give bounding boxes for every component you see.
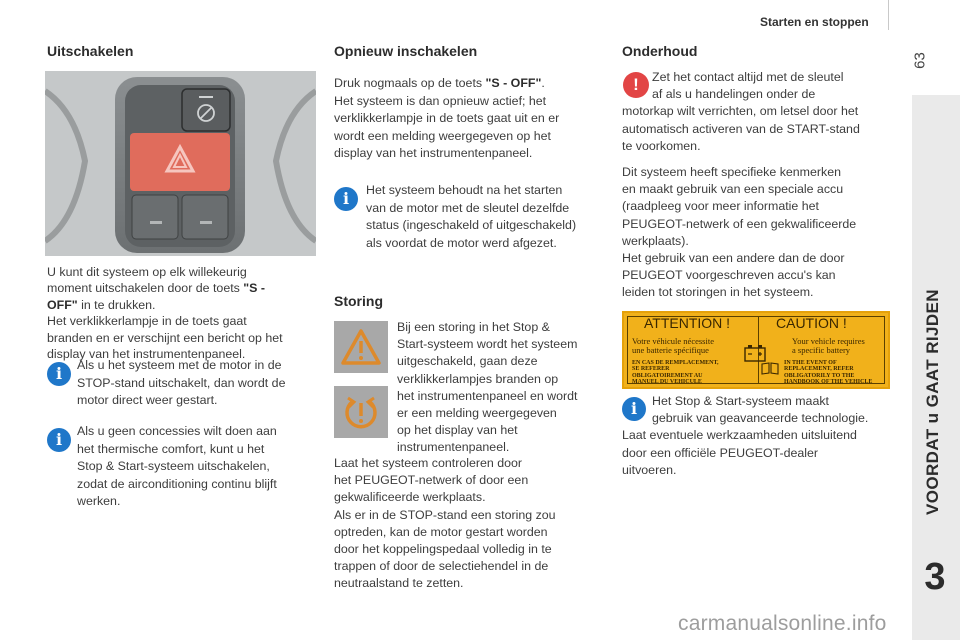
- warning-note-ignition: [622, 69, 892, 155]
- section-heading-opnieuw: Opnieuw inschakelen: [334, 43, 478, 59]
- info-note-stop-mode: [77, 357, 317, 410]
- text-line: gebruik van geavanceerde technologie.: [652, 411, 869, 426]
- text-line: status (ingeschakeld of uitgeschakeld): [366, 218, 577, 233]
- text-line: moment uitschakelen door de toets: [47, 281, 244, 296]
- opnieuw-paragraph: [334, 75, 599, 163]
- text-line: verklikkerlampje in de toets gaat uit en er: [334, 111, 560, 126]
- text-line: REPLACEMENT, REFER: [784, 366, 854, 373]
- text-line: en maakt gebruik van een speciale accu: [622, 182, 844, 197]
- info-icon: i: [334, 187, 358, 211]
- text-line: leiden tot storingen in het systeem.: [622, 285, 814, 300]
- text-line: te voorkomen.: [622, 138, 701, 153]
- text-line: door het koppelingspedaal volledig in te: [334, 542, 552, 557]
- watermark: carmanualsonline.info: [678, 612, 887, 635]
- text-line: instrumentenpaneel.: [397, 440, 510, 455]
- text-line: Your vehicle requires: [792, 336, 865, 346]
- text-line: Start-systeem wordt het systeem: [397, 337, 578, 352]
- text-line: HANDBOOK OF THE VEHICLE: [784, 379, 873, 386]
- info-note-comfort: [77, 423, 317, 511]
- text-line: af als u handelingen onder de: [652, 87, 816, 102]
- text-line: door een officiële PEUGEOT-dealer: [622, 445, 819, 460]
- text-line: Als er in de STOP-stand een storing zou: [334, 507, 556, 522]
- info-note-dealer: [622, 393, 892, 479]
- stop-start-fault-icon: [334, 386, 388, 438]
- text-line: a specific battery: [792, 345, 851, 355]
- uitschakelen-paragraph: [47, 264, 312, 362]
- key-label: OFF": [47, 297, 78, 312]
- text-line: STOP-stand uitschakelt, dan wordt de: [77, 375, 286, 390]
- text-line: neutraalstand te zetten.: [334, 576, 464, 591]
- s-off-button: [182, 89, 230, 131]
- label-en-heading: CAUTION !: [776, 315, 847, 331]
- text-line: EN CAS DE REMPLACEMENT,: [632, 360, 719, 366]
- text-line: trappen of door de selectiehendel in de: [334, 559, 549, 574]
- text-line: werken.: [77, 494, 121, 509]
- text-line: Het gebruik van een andere dan de door: [622, 251, 845, 266]
- warning-icon: !: [623, 72, 649, 98]
- battery-caution-label: [622, 311, 890, 389]
- info-note-status: [366, 182, 606, 252]
- hazard-button: [130, 133, 230, 191]
- header-divider: [888, 0, 889, 30]
- text-line: Het systeem behoudt na het starten: [366, 183, 563, 197]
- text-line: automatisch activeren van de START-stand: [622, 121, 860, 136]
- text-line: branden en er verschijnt een bericht op het: [47, 330, 283, 345]
- text-line: SE REFERER: [632, 366, 670, 373]
- label-fr-subtitle: [632, 337, 714, 355]
- text-line: uitgeschakeld, gaan deze: [397, 354, 538, 369]
- info-icon: i: [622, 397, 646, 421]
- text-line: wordt een melding weergegeven op het: [334, 128, 551, 143]
- text-line: OBLIGATOIREMENT AU: [632, 372, 703, 379]
- text-line: werkplaats).: [622, 233, 689, 248]
- running-header: Starten en stoppen: [760, 15, 869, 29]
- text-line: Bij een storing in het Stop &: [397, 320, 550, 334]
- text-line: het instrumentenpaneel en wordt: [397, 388, 578, 403]
- chapter-title: VOORDAT u GAAT RIJDEN: [923, 289, 942, 515]
- onderhoud-paragraph: [622, 164, 892, 302]
- chapter-number: 3: [924, 556, 946, 598]
- text-line: MANUEL DU VEHICULE: [632, 379, 702, 386]
- section-heading-storing: Storing: [334, 293, 383, 309]
- text-line: Laat eventuele werkzaamheden uitsluitend: [622, 428, 857, 443]
- text-line: IN THE EVENT OF: [784, 360, 837, 366]
- text-line: Het Stop & Start-systeem maakt: [652, 394, 829, 408]
- text-line: Als u het systeem met de motor in de: [77, 358, 282, 372]
- text-line: U kunt dit systeem op elk willekeurig: [47, 265, 247, 279]
- label-en-smallprint: [784, 360, 872, 386]
- warning-triangle-icon: [334, 321, 388, 373]
- text-line: van de motor met de sleutel dezelfde: [366, 200, 570, 215]
- text-line: .: [541, 76, 545, 90]
- text-line: (raadpleeg voor meer informatie het: [622, 199, 819, 214]
- text-line: Het systeem is dan opnieuw actief; het: [334, 93, 547, 108]
- section-heading-onderhoud: Onderhoud: [622, 43, 698, 59]
- text-line: op het display van het: [397, 423, 518, 438]
- text-line: Votre véhicule nécessite: [632, 336, 714, 346]
- text-line: het thermische comfort, kunt u het: [77, 441, 265, 456]
- text-line: PEUGEOT-netwerk of een gekwalificeerde: [622, 216, 857, 231]
- info-icon: i: [47, 428, 71, 452]
- text-line: OBLIGATORILY TO THE: [784, 372, 855, 379]
- text-line: als voordat de motor werd afgezet.: [366, 235, 557, 250]
- storing-paragraph: [397, 319, 607, 457]
- text-line: zodat de airconditioning continu blijft: [77, 476, 277, 491]
- text-line: verklikkerlampjes branden op: [397, 371, 559, 386]
- text-line: Als u geen concessies wilt doen aan: [77, 424, 277, 438]
- text-line: Stop & Start-systeem uitschakelen,: [77, 459, 270, 474]
- text-line: motorkap wilt verrichten, om letsel door het: [622, 104, 859, 119]
- info-icon: i: [47, 362, 71, 386]
- text-line: in te drukken.: [77, 297, 156, 312]
- dashboard-switch-photo: [45, 71, 316, 256]
- text-line: display van het instrumentenpaneel.: [334, 146, 533, 161]
- section-heading-uitschakelen: Uitschakelen: [47, 43, 134, 59]
- text-line: PEUGEOT voorgeschreven accu's kan: [622, 268, 836, 283]
- text-line: uitvoeren.: [622, 462, 677, 477]
- text-line: er een melding weergegeven: [397, 406, 557, 421]
- key-label: "S - OFF": [485, 76, 542, 90]
- text-line: het PEUGEOT-netwerk of door een: [334, 473, 529, 488]
- label-en-subtitle: [792, 337, 865, 355]
- label-fr-heading: ATTENTION !: [644, 315, 731, 331]
- book-icon: [760, 361, 780, 375]
- text-line: gekwalificeerde werkplaats.: [334, 490, 486, 505]
- text-line: Druk nogmaals op de toets: [334, 76, 486, 90]
- text-line: Dit systeem heeft specifieke kenmerken: [622, 165, 841, 179]
- text-line: Zet het contact altijd met de sleutel: [652, 70, 844, 84]
- text-line: display van het instrumentenpaneel.: [47, 347, 246, 362]
- label-fr-smallprint: [632, 360, 719, 386]
- switch-panel-illustration: [45, 71, 316, 256]
- page-number: 63: [911, 52, 929, 69]
- text-line: une batterie spécifique: [632, 345, 709, 355]
- text-line: optreden, kan de motor gestart worden: [334, 524, 548, 539]
- text-line: Laat het systeem controleren door: [334, 456, 523, 470]
- storing-followup-paragraph: [334, 455, 604, 593]
- text-line: motor direct weer gestart.: [77, 393, 218, 408]
- text-line: Het verklikkerlampje in de toets gaat: [47, 314, 247, 329]
- key-label: "S -: [243, 281, 266, 296]
